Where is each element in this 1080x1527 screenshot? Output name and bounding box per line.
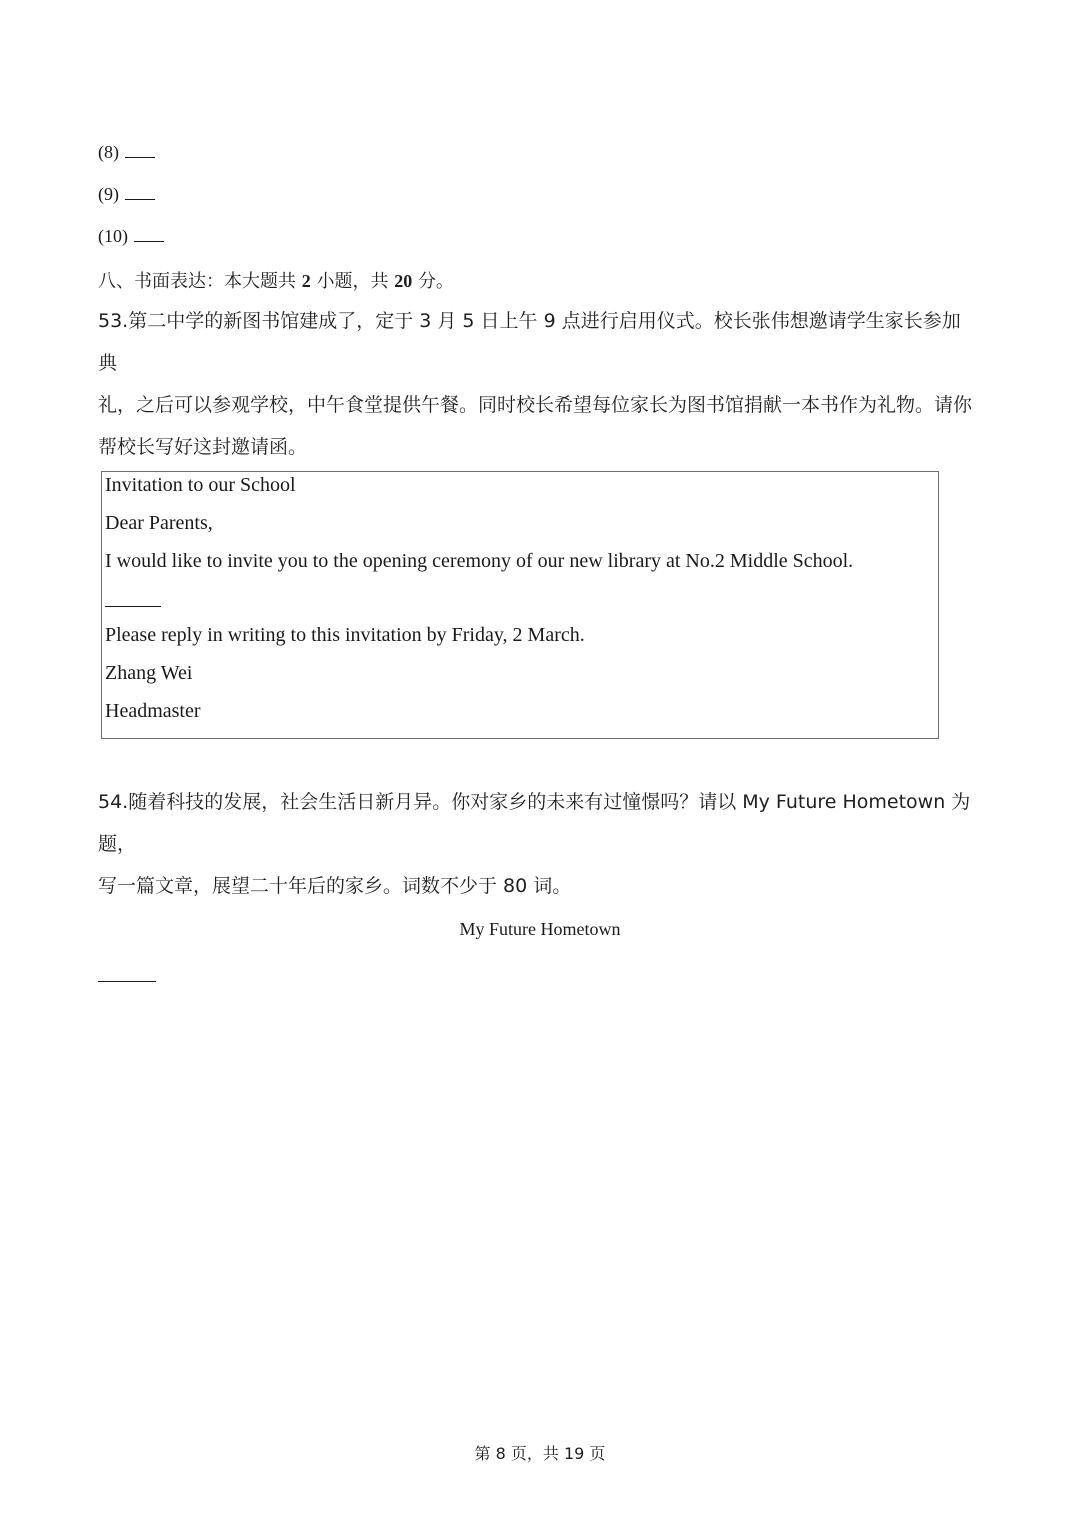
answer-line-9 bbox=[98, 184, 155, 205]
essay-title: My Future Hometown bbox=[459, 919, 621, 939]
answer-label: (9) bbox=[98, 184, 119, 204]
letter-body: I would like to invite you to the opening ceremony of our new library at No.2 Middle School. bbox=[105, 550, 854, 572]
question-54 bbox=[98, 781, 978, 907]
invitation-letter-box bbox=[101, 471, 939, 739]
points-total: 20 bbox=[394, 271, 413, 291]
letter-title: Invitation to our School bbox=[105, 474, 296, 496]
q53-line: 帮校长写好这封邀请函。 bbox=[98, 436, 308, 458]
section-middle: 小题，共 bbox=[316, 271, 389, 292]
answer-rule bbox=[105, 590, 161, 613]
answer-blank bbox=[125, 156, 155, 158]
letter-reply: Please reply in writing to this invitation by Friday, 2 March. bbox=[105, 624, 585, 646]
q53-line: 礼，之后可以参观学校，中午食堂提供午餐。同时校长希望每位家长为图书馆捐献一本书作为礼物。请你 bbox=[98, 394, 973, 416]
q54-line: 54.随着科技的发展，社会生活日新月异。你对家乡的未来有过憧憬吗？请以 My Future Hometown 为题， bbox=[98, 791, 971, 855]
question-53 bbox=[98, 300, 978, 468]
answer-line-8 bbox=[98, 142, 155, 163]
essay-answer-rule bbox=[98, 966, 156, 987]
answer-line-10 bbox=[98, 226, 164, 247]
section-heading bbox=[98, 267, 454, 293]
section-suffix: 分。 bbox=[417, 271, 454, 292]
answer-label: (8) bbox=[98, 142, 119, 162]
page-footer: 第 8 页，共 19 页 bbox=[474, 1444, 606, 1463]
section-prefix: 八、书面表达：本大题共 bbox=[98, 271, 296, 292]
answer-blank bbox=[125, 198, 155, 200]
signature-title: Headmaster bbox=[105, 700, 201, 722]
q53-line: 53.第二中学的新图书馆建成了，定于 3 月 5 日上午 9 点进行启用仪式。校长张伟想邀请学生家长参加典 bbox=[98, 310, 961, 374]
question-count: 2 bbox=[301, 271, 311, 291]
q54-line: 写一篇文章，展望二十年后的家乡。词数不少于 80 词。 bbox=[98, 875, 572, 897]
answer-blank bbox=[134, 240, 164, 242]
signature-name: Zhang Wei bbox=[105, 662, 193, 684]
letter-greeting: Dear Parents, bbox=[105, 512, 213, 534]
answer-label: (10) bbox=[98, 226, 128, 246]
